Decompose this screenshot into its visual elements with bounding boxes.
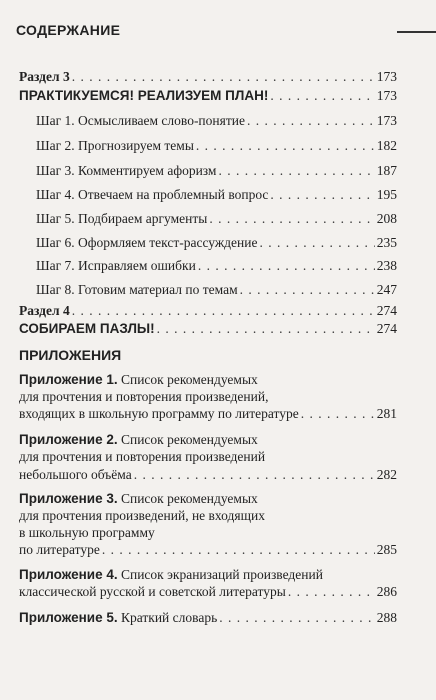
dot-leader (196, 137, 375, 154)
appendices-heading: ПРИЛОЖЕНИЯ (19, 347, 122, 363)
step-page: 187 (376, 163, 397, 178)
step-page: 195 (376, 187, 397, 202)
appendix-4-prefix: Приложение 4. (19, 567, 118, 582)
step-1-row[interactable] (36, 112, 397, 129)
step-8-row[interactable] (36, 281, 397, 298)
appendix-5-label (19, 609, 217, 626)
step-3-row[interactable] (36, 162, 397, 179)
appendix-2-line-1[interactable] (19, 431, 258, 448)
section-4-title-page: 274 (376, 321, 397, 336)
section-3-title-page: 173 (376, 88, 397, 103)
step-7-row[interactable] (36, 257, 397, 274)
page-title: СОДЕРЖАНИЕ (16, 22, 121, 38)
appendix-1-page: 281 (376, 406, 397, 421)
step-label: Шаг 8. Готовим материал по темам (36, 282, 238, 297)
step-label: Шаг 3. Комментируем афоризм (36, 163, 217, 178)
section-3-title: ПРАКТИКУЕМСЯ! РЕАЛИЗУЕМ ПЛАН! (19, 88, 269, 103)
appendix-1-line-2: для прочтения и повторения произведений, (19, 389, 269, 404)
appendix-2-text: Список рекомендуемых (120, 432, 258, 447)
appendix-3-last-row[interactable] (19, 541, 397, 558)
section-4-label: Раздел 4 (19, 303, 70, 318)
appendix-5-text: Краткий словарь (120, 610, 218, 625)
dot-leader (219, 609, 375, 626)
step-page: 173 (376, 113, 397, 128)
dot-leader (247, 112, 375, 129)
step-5-row[interactable] (36, 210, 397, 227)
appendix-1-last-row[interactable] (19, 405, 397, 422)
dot-leader (218, 162, 374, 179)
step-4-row[interactable] (36, 186, 397, 203)
section-3-row[interactable] (19, 68, 397, 85)
section-3-page: 173 (376, 69, 397, 84)
step-label: Шаг 4. Отвечаем на проблемный вопрос (36, 187, 269, 202)
step-page: 208 (376, 211, 397, 226)
step-6-row[interactable] (36, 234, 397, 251)
header-rule (397, 31, 436, 33)
appendix-4-last-row[interactable] (19, 583, 397, 600)
dot-leader (301, 405, 375, 422)
step-page: 182 (376, 138, 397, 153)
step-page: 235 (376, 235, 397, 250)
section-4-row[interactable] (19, 302, 397, 319)
appendix-4-page: 286 (376, 584, 397, 599)
appendix-1-prefix: Приложение 1. (19, 372, 118, 387)
section-3-title-row[interactable] (19, 87, 397, 104)
dot-leader (209, 210, 374, 227)
section-4-title: СОБИРАЕМ ПАЗЛЫ! (19, 321, 155, 336)
dot-leader (240, 281, 375, 298)
section-4-page: 274 (376, 303, 397, 318)
dot-leader (259, 234, 374, 251)
appendix-3-last: по литературе (19, 542, 100, 557)
appendix-1-text: Список рекомендуемых (120, 372, 258, 387)
appendix-4-text: Список экранизаций произведений (120, 567, 323, 582)
appendix-3-line-2: для прочтения произведений, не входящих (19, 508, 265, 523)
appendix-3-prefix: Приложение 3. (19, 491, 118, 506)
section-4-title-row[interactable] (19, 320, 397, 337)
dot-leader (72, 68, 375, 85)
appendix-2-last-row[interactable] (19, 466, 397, 483)
dot-leader (72, 302, 375, 319)
step-label: Шаг 2. Прогнозируем темы (36, 138, 194, 153)
appendix-2-page: 282 (376, 467, 397, 482)
appendix-4-line-1[interactable] (19, 566, 323, 583)
step-label: Шаг 7. Исправляем ошибки (36, 258, 196, 273)
appendix-3-line-3: в школьную программу (19, 525, 155, 540)
appendix-3-line-1[interactable] (19, 490, 258, 507)
section-3-label: Раздел 3 (19, 69, 70, 84)
dot-leader (102, 541, 375, 558)
appendix-2-line-2: для прочтения и повторения произведений (19, 449, 266, 464)
appendix-5-prefix: Приложение 5. (19, 610, 118, 625)
dot-leader (270, 186, 374, 203)
step-2-row[interactable] (36, 137, 397, 154)
step-page: 247 (376, 282, 397, 297)
dot-leader (198, 257, 375, 274)
dot-leader (288, 583, 375, 600)
step-page: 238 (376, 258, 397, 273)
appendix-3-text: Список рекомендуемых (120, 491, 258, 506)
appendix-4-last: классической русской и советской литературы (19, 584, 286, 599)
appendix-2-prefix: Приложение 2. (19, 432, 118, 447)
dot-leader (134, 466, 375, 483)
step-label: Шаг 5. Подбираем аргументы (36, 211, 208, 226)
dot-leader (157, 320, 375, 337)
step-label: Шаг 1. Осмысливаем слово-понятие (36, 113, 245, 128)
appendix-5-row[interactable] (19, 609, 397, 626)
step-label: Шаг 6. Оформляем текст-рассуждение (36, 235, 258, 250)
appendix-2-last: небольшого объёма (19, 467, 132, 482)
dot-leader (270, 87, 374, 104)
appendix-1-last: входящих в школьную программу по литературе (19, 406, 299, 421)
appendix-1-line-1[interactable] (19, 371, 258, 388)
appendix-5-page: 288 (376, 610, 397, 625)
appendix-3-page: 285 (376, 542, 397, 557)
